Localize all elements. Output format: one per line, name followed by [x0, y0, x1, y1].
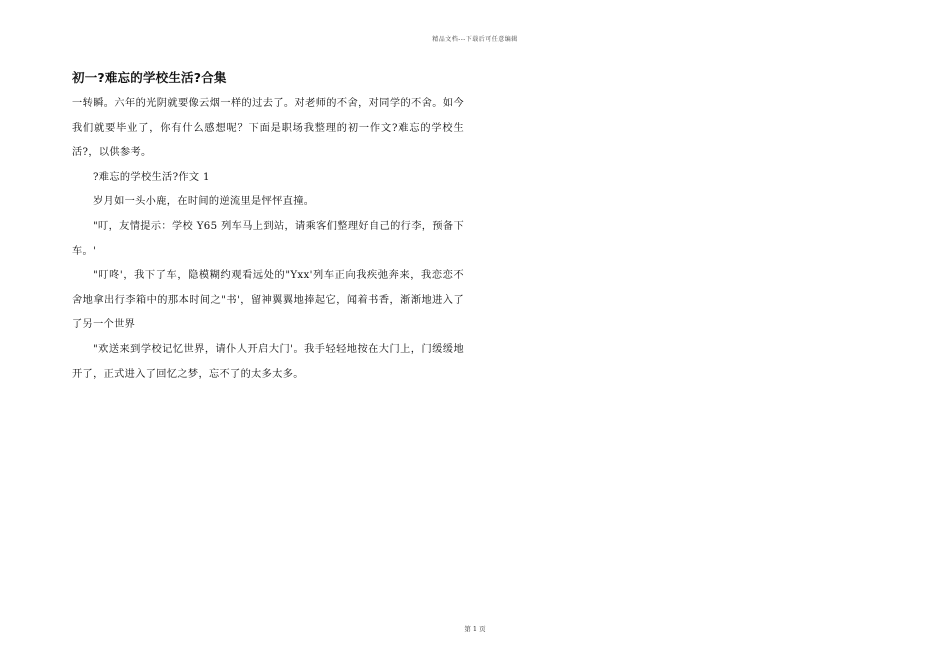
paragraph: "叮，友情提示：学校 Y65 列车马上到站，请乘客们整理好自己的行李，预备下车。': [72, 220, 464, 257]
page-header: 精品文档---下载后可任意编辑: [432, 36, 518, 43]
document-body: [72, 70, 464, 387]
paragraph: "欢送来到学校记忆世界，请仆人开启大门'。我手轻轻地按在大门上，门缓缓地开了，正式进入了回忆之梦，忘不了的太多太多。: [72, 343, 464, 380]
page-number: 第 1 页: [464, 625, 486, 633]
paragraph-essay-heading: ?难忘的学校生活?作文 1: [93, 171, 210, 183]
paragraph-intro: 一转瞬。六年的光阴就要像云烟一样的过去了。对老师的不舍，对同学的不舍。如今我们就要毕业了，你有什么感想呢？下面是职场我整理的初一作文?难忘的学校生活?，以供参考。: [72, 98, 464, 159]
paragraph: "叮咚'，我下了车，隐模糊约观看远处的"Yxx'列车正向我疾弛奔来，我恋恋不舍地拿出行李箱中的那本时间之"书'，留神翼翼地捧起它，闻着书香，渐渐地进入了了另一个世界: [72, 270, 464, 331]
document-title: 初一?难忘的学校生活?合集: [72, 70, 227, 85]
paragraph: 岁月如一头小鹿，在时间的逆流里是怦怦直撞。: [93, 196, 315, 208]
